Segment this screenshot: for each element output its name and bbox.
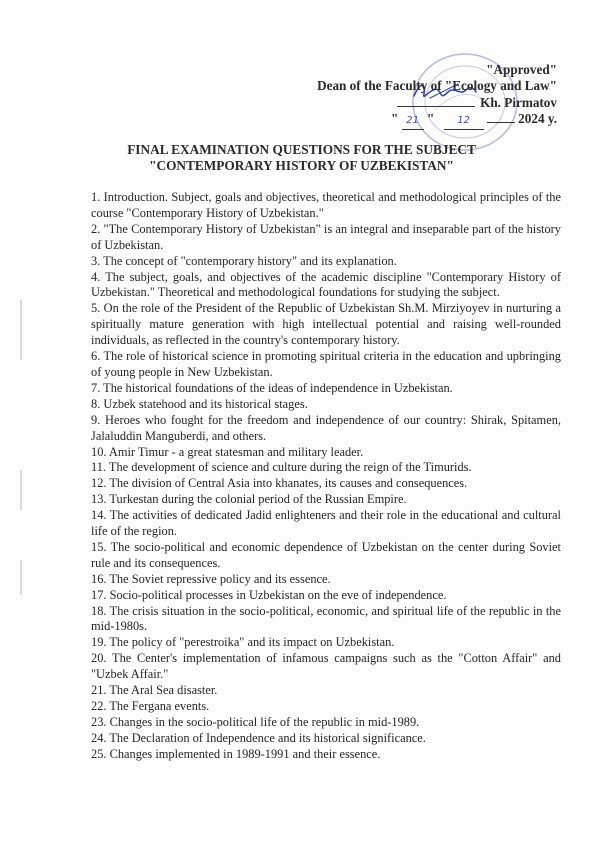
question-item: 8. Uzbek statehood and its historical stages. (91, 396, 308, 411)
signature-blank (397, 94, 475, 107)
question-item: 12. The division of Central Asia into khanates, its causes and consequences. (91, 476, 468, 491)
approved-label: "Approved" (486, 62, 557, 77)
question-item: 22. The Fergana events. (91, 699, 210, 713)
question-item: 19. The policy of "perestroika" and its impact on Uzbekistan. (91, 635, 395, 650)
question-item: 25. Changes implemented in 1989-1991 and their essence. (91, 746, 381, 761)
question-item: 5. On the role of the President of the Republic of Uzbekistan Sh.M. Mirziyoyev in nurturing a spiritually mature generation with high intellectual potential and raising well-rounded individuals, as reflected in the country's contemporary history. (91, 301, 561, 348)
dean-name: Kh. Pirmatov (480, 95, 557, 110)
question-item: 11. The development of science and culture during the reign of the Timurids. (91, 460, 472, 475)
question-item: 17. Socio-political processes in Uzbekistan on the eve of independence. (91, 587, 447, 602)
question-item: 18. The crisis situation in the socio-political, economic, and spiritual life of the republic in the mid-1980s. (91, 603, 561, 634)
question-item: 14. The activities of dedicated Jadid enlighteners and their role in the educational and cultural life of the region. (91, 508, 561, 539)
title-line-1: FINAL EXAMINATION QUESTIONS FOR THE SUBJECT (127, 142, 476, 157)
scan-edge-mark (20, 560, 22, 595)
scan-edge-mark (20, 300, 22, 360)
date-year: 2024 y. (518, 111, 557, 126)
question-item: 10. Amir Timur - a great statesman and military leader. (91, 444, 364, 459)
question-item: 6. The role of historical science in promoting spiritual criteria in the education and upbringing of young people in New Uzbekistan. (91, 349, 561, 379)
question-item: 1. Introduction. Subject, goals and objectives, theoretical and methodological principles of the course "Contemporary History of Uzbekistan." (91, 190, 561, 220)
question-item: 9. Heroes who fought for the freedom and independence of our country: Shirak, Spitamen, Jalaluddin Manguberdi, and others. (91, 412, 561, 443)
question-item: 24. The Declaration of Independence and its historical significance. (91, 730, 426, 745)
question-item: 15. The socio-political and economic dependence of Uzbekistan on the center during Soviet rule and its consequences. (91, 539, 561, 570)
question-item: 21. The Aral Sea disaster. (91, 683, 218, 698)
question-item: 13. Turkestan during the colonial period of the Russian Empire. (91, 492, 407, 507)
date-open-quote: " (391, 111, 399, 126)
date-day: 21 (402, 113, 424, 130)
date-blank (487, 122, 515, 123)
dean-name-line (317, 94, 557, 111)
question-item: 23. Changes in the socio-political life of the republic in mid-1989. (91, 714, 420, 729)
question-item: 2. "The Contemporary History of Uzbekistan" is an integral and inseparable part of the history of Uzbekistan. (91, 221, 561, 252)
date-month: 12 (444, 113, 484, 130)
document-title (0, 142, 603, 174)
question-item: 20. The Center's implementation of infamous campaigns such as the "Cotton Affair" and "Uzbek Affair." (91, 651, 561, 682)
question-item: 16. The Soviet repressive policy and its essence. (91, 571, 331, 586)
scan-edge-mark (20, 470, 22, 510)
approval-block (317, 62, 557, 130)
dean-position: Dean of the Faculty of "Ecology and Law" (317, 78, 557, 93)
question-item: 3. The concept of "contemporary history" and its explanation. (91, 253, 397, 268)
title-line-2: "CONTEMPORARY HISTORY OF UZBEKISTAN" (149, 158, 454, 173)
question-item: 7. The historical foundations of the ideas of independence in Uzbekistan. (91, 380, 453, 395)
date-close-quote: " (426, 111, 435, 126)
approval-date (317, 111, 557, 130)
question-list (91, 190, 561, 763)
question-item: 4. The subject, goals, and objectives of the academic discipline "Contemporary History of Uzbekistan." Theoretical and methodological foundations for studying the subject. (91, 269, 561, 300)
